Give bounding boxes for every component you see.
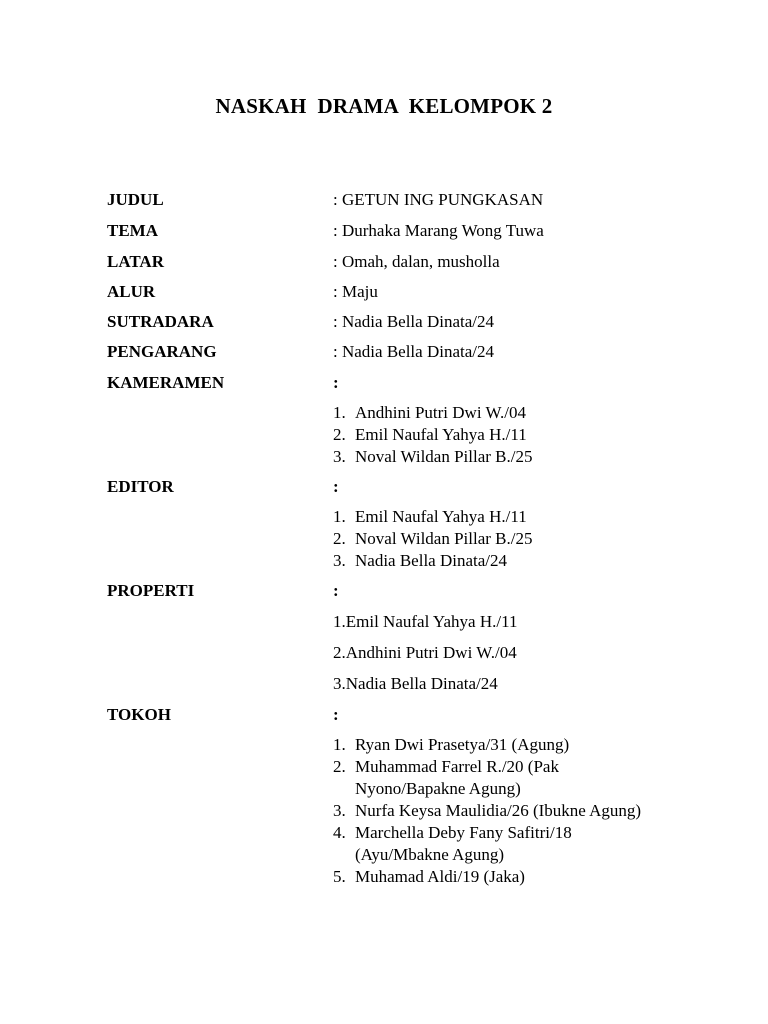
field-label-alur: ALUR [107, 282, 156, 301]
properti-item-1: 1.Emil Naufal Yahya H./11 [333, 612, 518, 631]
list-item: 1. Ryan Dwi Prasetya/31 (Agung) [333, 735, 570, 754]
tokoh-list [333, 734, 645, 888]
editor-list [333, 506, 533, 572]
list-item: 3. Noval Wildan Pillar B./25 [333, 447, 533, 466]
field-label-latar: LATAR [107, 252, 164, 271]
field-label-kameramen: KAMERAMEN [107, 373, 225, 392]
field-colon-properti: : [333, 581, 339, 600]
list-item: 1. Emil Naufal Yahya H./11 [333, 507, 527, 526]
field-colon-editor: : [333, 477, 339, 496]
list-item: 2. Noval Wildan Pillar B./25 [333, 529, 533, 548]
field-label-properti: PROPERTI [107, 581, 195, 600]
field-colon-tokoh: : [333, 705, 339, 724]
list-item: 3. Nurfa Keysa Maulidia/26 (Ibukne Agung) [333, 801, 642, 820]
field-value-alur: : Maju [333, 282, 378, 301]
field-label-editor: EDITOR [107, 477, 174, 496]
field-value-pengarang: : Nadia Bella Dinata/24 [333, 342, 494, 361]
field-label-tokoh: TOKOH [107, 705, 171, 724]
list-item: 3. Nadia Bella Dinata/24 [333, 551, 508, 570]
field-value-judul: : GETUN ING PUNGKASAN [333, 190, 544, 209]
kameramen-list [333, 402, 533, 468]
list-item: 4. Marchella Deby Fany Safitri/18 (Ayu/Mbakne Agung) [333, 823, 572, 864]
list-item: 2. Muhammad Farrel R./20 (Pak Nyono/Bapakne Agung) [333, 757, 559, 798]
page-title: NASKAH DRAMA KELOMPOK 2 [215, 94, 553, 118]
field-label-sutradara: SUTRADARA [107, 312, 214, 331]
field-value-tema: : Durhaka Marang Wong Tuwa [333, 221, 544, 240]
field-value-latar: : Omah, dalan, musholla [333, 252, 500, 271]
field-label-judul: JUDUL [107, 190, 164, 209]
list-item: 2. Emil Naufal Yahya H./11 [333, 425, 527, 444]
list-item: 5. Muhamad Aldi/19 (Jaka) [333, 867, 525, 886]
properti-item-2: 2.Andhini Putri Dwi W./04 [333, 643, 517, 662]
field-label-tema: TEMA [107, 221, 158, 240]
field-value-sutradara: : Nadia Bella Dinata/24 [333, 312, 494, 331]
field-label-pengarang: PENGARANG [107, 342, 217, 361]
field-colon-kameramen: : [333, 373, 339, 392]
list-item: 1. Andhini Putri Dwi W./04 [333, 403, 526, 422]
properti-item-3: 3.Nadia Bella Dinata/24 [333, 674, 498, 693]
